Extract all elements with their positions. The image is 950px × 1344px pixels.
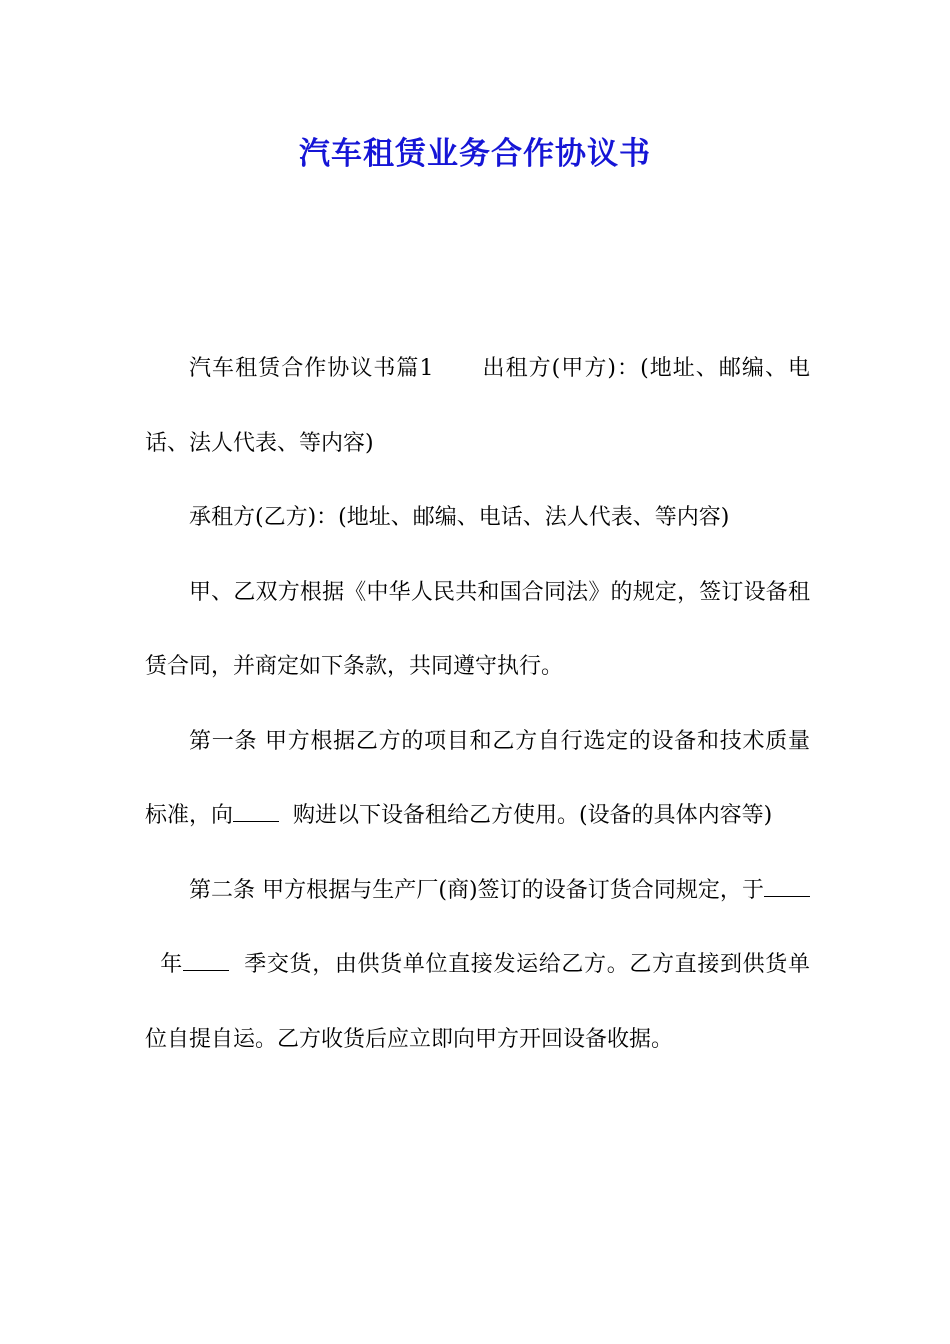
paragraph-lessee: 承租方(乙方)：(地址、邮编、电话、法人代表、等内容)	[189, 505, 730, 530]
article-2-tail: 季交货，由供货单位直接发运给乙方。乙方直接到供货单位自提自运。乙方收货后应立即向甲方开回设备收据。	[145, 952, 810, 1052]
article-1-text: 第一条 甲方根据乙方的项目和乙方自行选定的设备和技术质量标准，向	[145, 728, 810, 828]
section-heading: 汽车租赁合作协议书篇1	[189, 356, 434, 381]
paragraph-article-2	[145, 854, 810, 1078]
lessor-text: 出租方(甲方)：(地址、邮编、电话、法人代表、等内容)	[145, 356, 811, 456]
year-blank	[764, 876, 810, 897]
paragraph-parties-lessor	[145, 332, 810, 481]
paragraph-article-1	[145, 705, 810, 854]
year-label: 年	[160, 952, 183, 977]
document-body	[145, 332, 810, 1077]
supplier-blank	[233, 801, 279, 822]
document-title: 汽车租赁业务合作协议书	[299, 136, 651, 172]
article-1-tail: 购进以下设备租给乙方使用。(设备的具体内容等)	[293, 803, 773, 828]
quarter-blank	[183, 950, 229, 971]
paragraph-preamble: 甲、乙双方根据《中华人民共和国合同法》的规定，签订设备租赁合同，并商定如下条款，共同遵守执行。	[145, 579, 810, 679]
article-2-text: 第二条 甲方根据与生产厂(商)签订的设备订货合同规定，于	[189, 877, 764, 903]
